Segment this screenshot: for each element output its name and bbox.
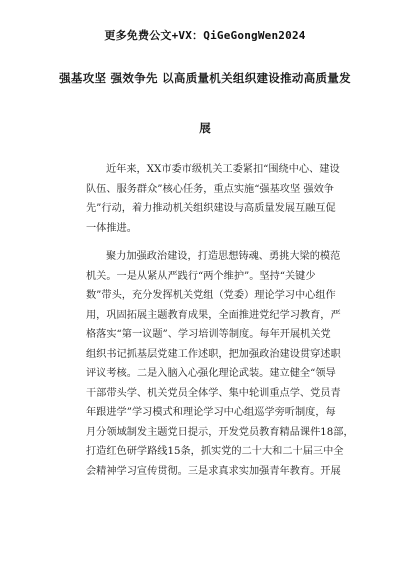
paragraph-line: 一体推进。 [86,222,137,234]
watermark-header: 更多免费公文+VX：QiGeGongWen2024 [104,29,306,42]
paragraph-line: 月分领域制发主题党日提示，开发党员教育精品课件18部， [86,426,354,438]
paragraph-line: 近年来，XX市委市级机关工委紧扣“围绕中心、建设 [106,164,340,175]
paragraph-line: 打造红色研学路线15条，抓实党的二十大和二十届三中全 [86,446,344,457]
paragraph-line: 先”行动，着力推动机关组织建设与高质量发展互融互促 [86,203,336,214]
paragraph-line: 机关。一是从紧从严践行“两个维护”。坚持“关键少 [86,270,316,282]
paragraph-2 [86,247,354,481]
paragraph-line: 组织书记抓基层党建工作述职，把加强政治建设贯穿述职 [86,348,341,360]
paragraph-line: 数”带头，充分发挥机关党组（党委）理论学习中心组作 [86,290,336,301]
document-title-continued: 展 [199,121,211,135]
paragraph-line: 评议考核。二是入脑入心强化理论武装。建立健全“领导 [86,368,336,379]
paragraph-line: 聚力加强政治建设，打造思想铸魂、勇挑大梁的模范 [106,251,341,262]
paragraph-line: 格落实“第一议题”、学习培训等制度。每年开展机关党 [86,329,331,340]
paragraph-line: 年跟进学”学习模式和理论学习中心组巡学旁听制度，每 [86,407,336,418]
paragraph-line: 干部带头学、机关党员全体学、集中轮训重点学、党员青 [86,387,341,399]
paragraph-line: 队伍、服务群众”核心任务，重点实施“强基攻坚 强效争 [86,183,334,195]
paragraph-line: 会精神学习宣传贯彻。三是求真求实加强青年教育。开展 [86,465,341,477]
paragraph-1 [86,160,340,238]
document-title: 强基攻坚 强效争先 以高质量机关组织建设推动高质量发 [59,71,351,85]
paragraph-line: 用，巩固拓展主题教育成果，全面推进党纪学习教育，严 [86,309,341,321]
